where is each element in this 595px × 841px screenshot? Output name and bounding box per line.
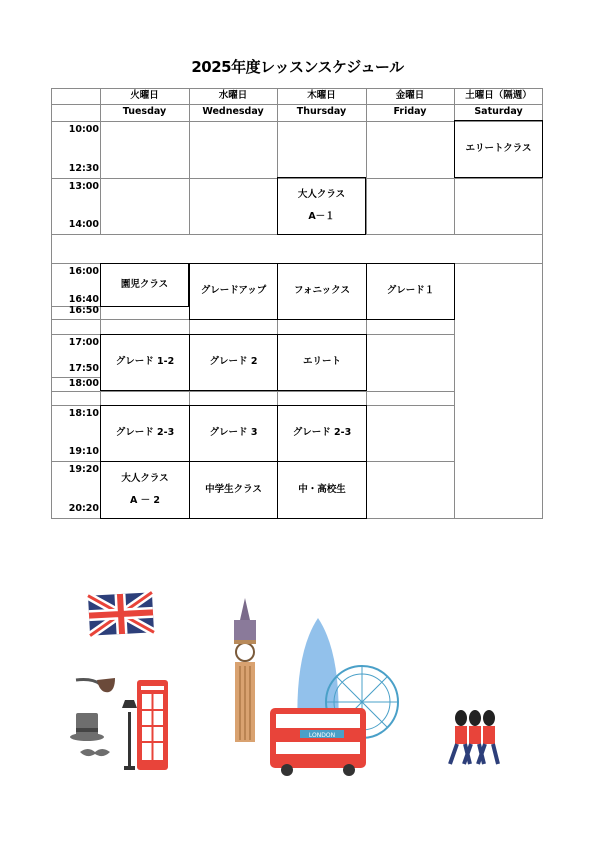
class-cell-thu-elite: エリート	[277, 334, 367, 391]
time-label: 17:50	[68, 363, 99, 374]
day-header-saturday-jp: 土曜日（隔週）	[465, 90, 532, 102]
class-level: A－１	[308, 211, 335, 222]
bus-sign: LONDON	[308, 732, 336, 739]
class-cell-thu-adult-a1	[277, 177, 366, 235]
mustache-icon	[80, 749, 110, 756]
page-title: 2025年度レッスンスケジュール	[191, 58, 404, 76]
street-lamp-icon	[122, 700, 137, 770]
time-label: 18:10	[68, 408, 99, 419]
class-cell-tue-kinder: 園児クラス	[100, 263, 189, 307]
phone-booth-icon	[137, 680, 168, 770]
day-header-thursday-jp: 木曜日	[307, 90, 336, 102]
class-cell-wed-junior-high: 中学生クラス	[189, 461, 278, 519]
class-cell-thu-grade23: グレード 2-3	[277, 405, 367, 462]
class-cell-thu-phonics: フォニックス	[277, 263, 367, 320]
time-label: 16:40	[68, 294, 99, 305]
class-cell-thu-junior-senior: 中・高校生	[277, 461, 367, 519]
top-hat-icon	[70, 713, 104, 741]
london-illustration	[0, 580, 595, 780]
class-cell-tue-grade12: グレード 1-2	[100, 334, 190, 391]
time-label: 10:00	[68, 124, 99, 135]
day-header-tuesday-en: Tuesday	[122, 106, 167, 118]
time-label: 17:00	[68, 337, 99, 348]
class-name: 大人クラス	[297, 188, 346, 200]
day-header-wednesday-jp: 水曜日	[218, 90, 248, 102]
time-label: 19:20	[68, 464, 99, 475]
class-cell-tue-grade23: グレード 2-3	[100, 405, 190, 462]
class-name: 大人クラス	[121, 472, 169, 484]
time-label: 16:50	[68, 305, 99, 316]
class-cell-wed-grade3: グレード 3	[189, 405, 278, 462]
time-label: 20:20	[68, 503, 99, 514]
time-label: 16:00	[68, 266, 99, 277]
time-label: 14:00	[68, 219, 99, 230]
big-ben-icon	[234, 598, 256, 742]
class-cell-fri-grade1: グレード１	[366, 263, 455, 320]
grid-line	[51, 391, 455, 392]
class-cell-tue-adult-a2	[100, 461, 190, 519]
day-header-friday-jp: 金曜日	[395, 90, 425, 102]
time-label: 13:00	[68, 181, 99, 192]
time-label: 18:00	[68, 378, 99, 389]
time-label: 19:10	[68, 446, 99, 457]
day-header-wednesday-en: Wednesday	[202, 106, 264, 118]
royal-guards-icon	[450, 710, 498, 764]
day-header-thursday-en: Thursday	[296, 106, 347, 118]
grid-line	[51, 88, 52, 519]
day-header-tuesday-jp: 火曜日	[130, 90, 159, 102]
class-cell-sat-elite: エリートクラス	[454, 120, 543, 178]
day-header-friday-en: Friday	[393, 106, 427, 118]
class-level: A － 2	[129, 495, 161, 506]
schedule-table	[51, 88, 543, 519]
union-jack-flag-icon	[88, 592, 154, 635]
class-cell-wed-grade-up: グレードアップ	[189, 263, 278, 320]
day-header-saturday-en: Saturday	[474, 106, 523, 118]
class-cell-wed-grade2: グレード 2	[189, 334, 278, 391]
pipe-icon	[76, 678, 115, 692]
double-decker-bus-icon	[270, 708, 366, 776]
time-label: 12:30	[68, 163, 99, 174]
